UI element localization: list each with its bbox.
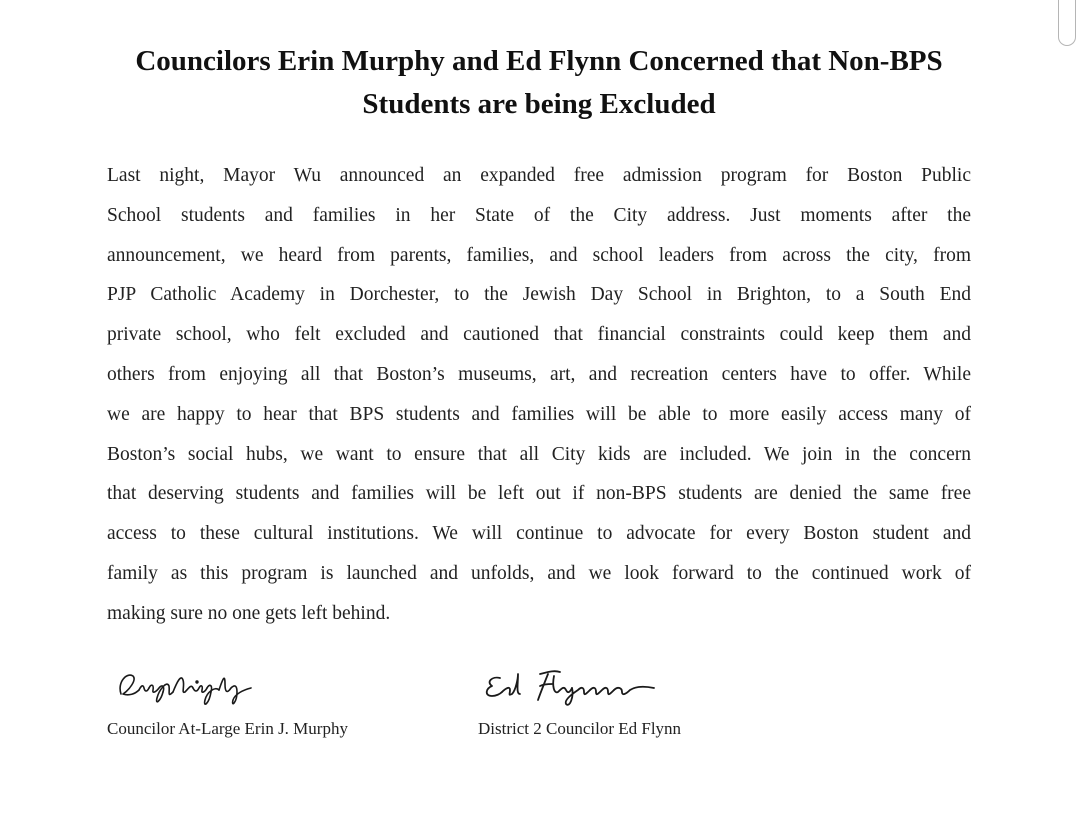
body-line: Boston’s social hubs, we want to ensure that all City kids are included. We join in the concern <box>107 443 971 465</box>
body-line: that deserving students and families will be left out if non-BPS students are denied the same free <box>107 483 971 505</box>
body-line: others from enjoying all that Boston’s museums, art, and recreation centers have to offer. While <box>107 363 971 385</box>
statement-body <box>107 156 971 634</box>
signature-caption: District 2 Councilor Ed Flynn <box>478 719 682 738</box>
body-line: making sure no one gets left behind. <box>107 602 391 624</box>
signature-caption: Councilor At-Large Erin J. Murphy <box>107 719 348 738</box>
signature-block-murphy <box>107 664 348 740</box>
body-line: announcement, we heard from parents, families, and school leaders from across the city, from <box>107 244 971 266</box>
body-line: access to these cultural institutions. We will continue to advocate for every Boston student and <box>107 523 971 545</box>
signature-murphy <box>107 664 267 712</box>
body-line: Last night, Mayor Wu announced an expanded free admission program for Boston Public <box>107 165 971 186</box>
document-title <box>80 40 998 126</box>
body-line: School students and families in her State of the City address. Just moments after the <box>107 204 971 226</box>
title-line: Councilors Erin Murphy and Ed Flynn Concerned that Non-BPS <box>135 45 943 77</box>
body-line: private school, who felt excluded and cautioned that financial constraints could keep them and <box>107 324 971 346</box>
signature-flynn <box>478 664 678 712</box>
body-line: family as this program is launched and unfolds, and we look forward to the continued work of <box>107 562 971 584</box>
body-line: PJP Catholic Academy in Dorchester, to the Jewish Day School in Brighton, to a South End <box>107 284 971 306</box>
title-line: Students are being Excluded <box>362 88 716 120</box>
scroll-indicator[interactable] <box>1058 0 1076 46</box>
body-line: we are happy to hear that BPS students and families will be able to more easily access many of <box>107 403 971 425</box>
signature-block-flynn <box>478 664 681 740</box>
